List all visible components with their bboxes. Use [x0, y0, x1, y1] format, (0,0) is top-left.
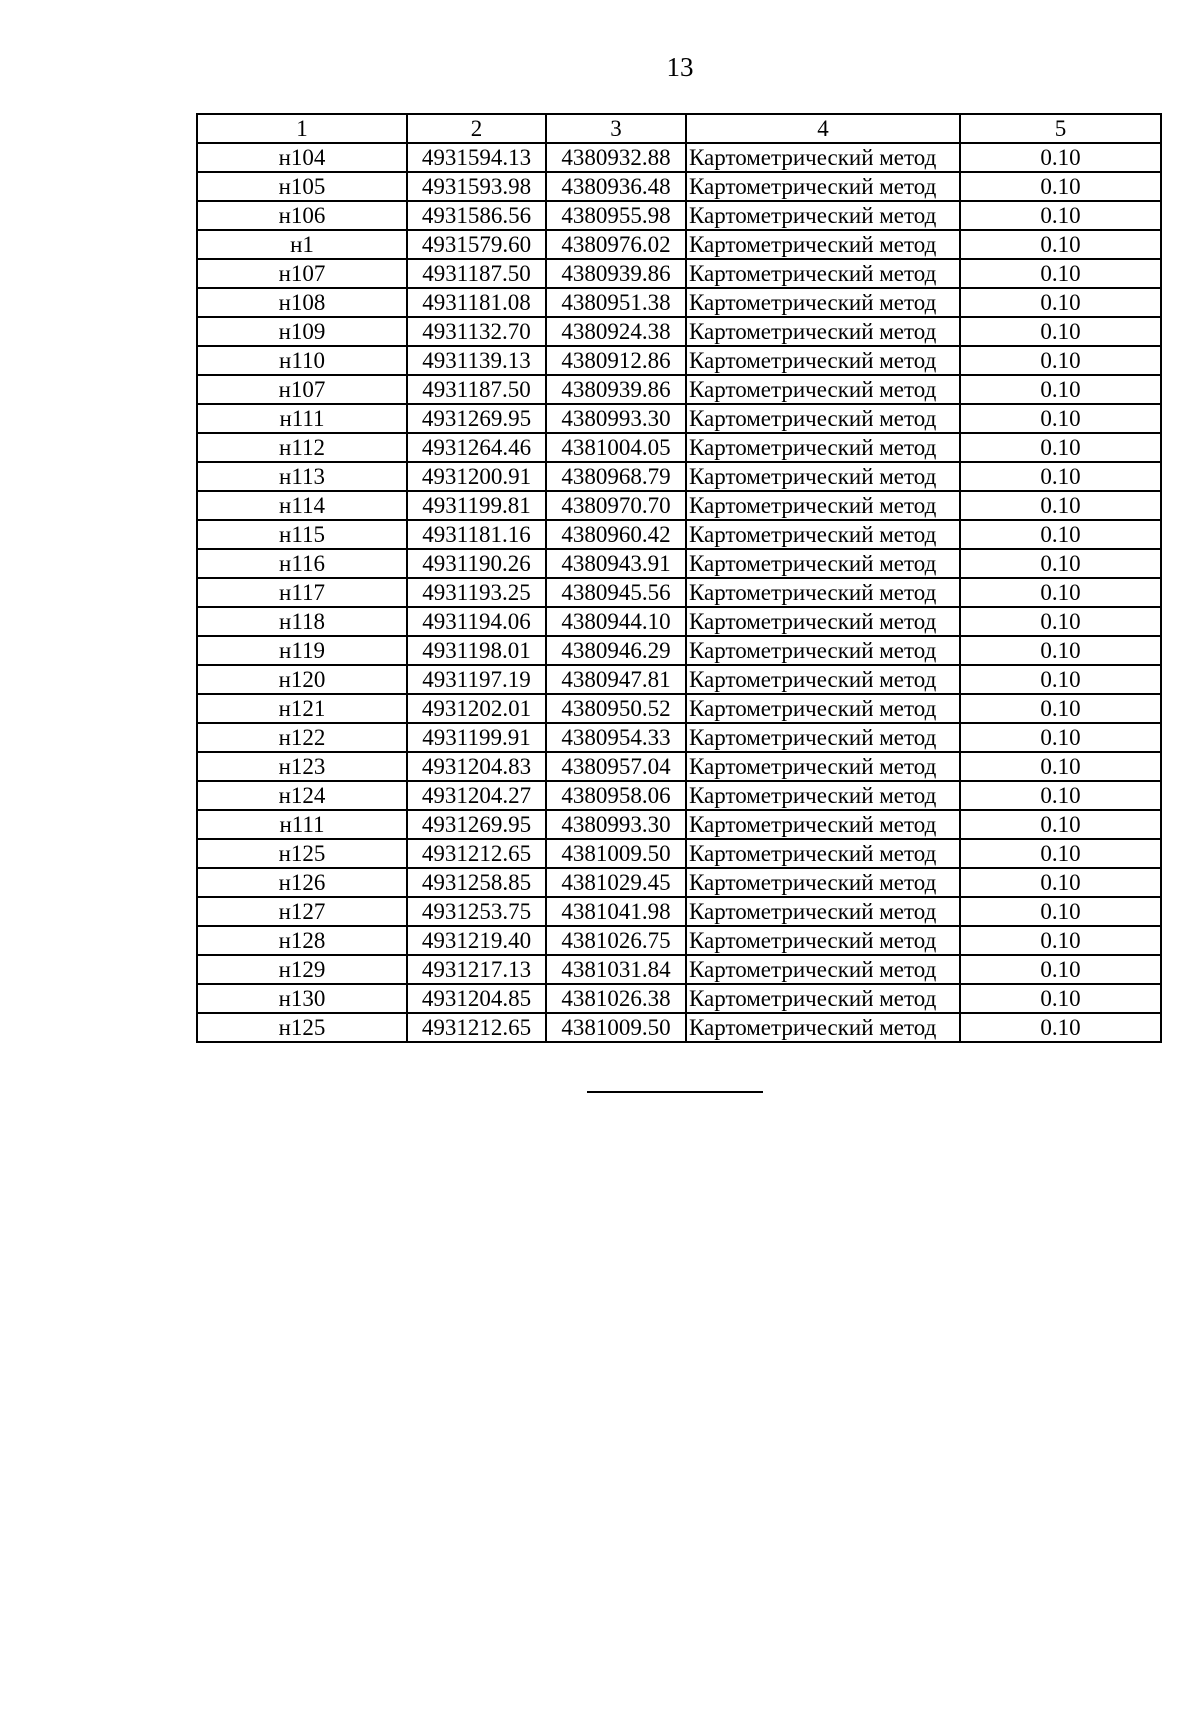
x-coordinate-cell: 4931204.85 — [407, 984, 546, 1013]
accuracy-cell: 0.10 — [960, 694, 1161, 723]
y-coordinate-cell: 4380946.29 — [546, 636, 686, 665]
table-row — [197, 868, 1161, 897]
y-coordinate-cell: 4381009.50 — [546, 1013, 686, 1042]
x-coordinate-cell: 4931193.25 — [407, 578, 546, 607]
table-row — [197, 607, 1161, 636]
table-row — [197, 172, 1161, 201]
table-row — [197, 346, 1161, 375]
y-coordinate-cell: 4380993.30 — [546, 810, 686, 839]
point-name-cell: н114 — [197, 491, 407, 520]
table-row — [197, 404, 1161, 433]
x-coordinate-cell: 4931204.27 — [407, 781, 546, 810]
method-cell: Картометрический метод — [686, 752, 960, 781]
y-coordinate-cell: 4380951.38 — [546, 288, 686, 317]
accuracy-cell: 0.10 — [960, 375, 1161, 404]
y-coordinate-cell: 4380954.33 — [546, 723, 686, 752]
x-coordinate-cell: 4931264.46 — [407, 433, 546, 462]
method-cell: Картометрический метод — [686, 375, 960, 404]
table-row — [197, 694, 1161, 723]
end-rule — [587, 1091, 763, 1093]
table-row — [197, 1013, 1161, 1042]
method-cell: Картометрический метод — [686, 462, 960, 491]
coordinates-table — [196, 113, 1162, 1043]
y-coordinate-cell: 4381026.75 — [546, 926, 686, 955]
y-coordinate-cell: 4380943.91 — [546, 549, 686, 578]
point-name-cell: н116 — [197, 549, 407, 578]
column-header-3: 3 — [546, 114, 686, 143]
y-coordinate-cell: 4380936.48 — [546, 172, 686, 201]
y-coordinate-cell: 4380957.04 — [546, 752, 686, 781]
x-coordinate-cell: 4931204.83 — [407, 752, 546, 781]
x-coordinate-cell: 4931199.91 — [407, 723, 546, 752]
accuracy-cell: 0.10 — [960, 433, 1161, 462]
method-cell: Картометрический метод — [686, 433, 960, 462]
table-body — [197, 143, 1161, 1042]
table-row — [197, 143, 1161, 172]
y-coordinate-cell: 4380932.88 — [546, 143, 686, 172]
method-cell: Картометрический метод — [686, 346, 960, 375]
accuracy-cell: 0.10 — [960, 810, 1161, 839]
table-row — [197, 723, 1161, 752]
point-name-cell: н112 — [197, 433, 407, 462]
accuracy-cell: 0.10 — [960, 578, 1161, 607]
x-coordinate-cell: 4931594.13 — [407, 143, 546, 172]
accuracy-cell: 0.10 — [960, 462, 1161, 491]
x-coordinate-cell: 4931269.95 — [407, 810, 546, 839]
column-header-2: 2 — [407, 114, 546, 143]
accuracy-cell: 0.10 — [960, 230, 1161, 259]
table-row — [197, 491, 1161, 520]
accuracy-cell: 0.10 — [960, 288, 1161, 317]
coordinates-table-container — [196, 113, 1160, 1043]
method-cell: Картометрический метод — [686, 955, 960, 984]
x-coordinate-cell: 4931190.26 — [407, 549, 546, 578]
method-cell: Картометрический метод — [686, 491, 960, 520]
y-coordinate-cell: 4381026.38 — [546, 984, 686, 1013]
accuracy-cell: 0.10 — [960, 607, 1161, 636]
accuracy-cell: 0.10 — [960, 346, 1161, 375]
x-coordinate-cell: 4931217.13 — [407, 955, 546, 984]
page-number: 13 — [666, 52, 694, 82]
method-cell: Картометрический метод — [686, 288, 960, 317]
point-name-cell: н129 — [197, 955, 407, 984]
point-name-cell: н106 — [197, 201, 407, 230]
point-name-cell: н111 — [197, 810, 407, 839]
method-cell: Картометрический метод — [686, 578, 960, 607]
point-name-cell: н128 — [197, 926, 407, 955]
header-row — [197, 114, 1161, 143]
x-coordinate-cell: 4931212.65 — [407, 1013, 546, 1042]
method-cell: Картометрический метод — [686, 317, 960, 346]
y-coordinate-cell: 4381041.98 — [546, 897, 686, 926]
accuracy-cell: 0.10 — [960, 520, 1161, 549]
x-coordinate-cell: 4931212.65 — [407, 839, 546, 868]
x-coordinate-cell: 4931199.81 — [407, 491, 546, 520]
table-row — [197, 578, 1161, 607]
method-cell: Картометрический метод — [686, 230, 960, 259]
table-row — [197, 433, 1161, 462]
x-coordinate-cell: 4931219.40 — [407, 926, 546, 955]
x-coordinate-cell: 4931198.01 — [407, 636, 546, 665]
x-coordinate-cell: 4931187.50 — [407, 375, 546, 404]
table-row — [197, 636, 1161, 665]
y-coordinate-cell: 4380958.06 — [546, 781, 686, 810]
accuracy-cell: 0.10 — [960, 752, 1161, 781]
table-row — [197, 549, 1161, 578]
x-coordinate-cell: 4931593.98 — [407, 172, 546, 201]
point-name-cell: н111 — [197, 404, 407, 433]
x-coordinate-cell: 4931200.91 — [407, 462, 546, 491]
column-header-4: 4 — [686, 114, 960, 143]
method-cell: Картометрический метод — [686, 143, 960, 172]
x-coordinate-cell: 4931139.13 — [407, 346, 546, 375]
point-name-cell: н124 — [197, 781, 407, 810]
table-row — [197, 520, 1161, 549]
point-name-cell: н121 — [197, 694, 407, 723]
accuracy-cell: 0.10 — [960, 984, 1161, 1013]
y-coordinate-cell: 4381004.05 — [546, 433, 686, 462]
point-name-cell: н1 — [197, 230, 407, 259]
point-name-cell: н113 — [197, 462, 407, 491]
table-row — [197, 926, 1161, 955]
point-name-cell: н115 — [197, 520, 407, 549]
table-row — [197, 201, 1161, 230]
column-header-5: 5 — [960, 114, 1161, 143]
x-coordinate-cell: 4931187.50 — [407, 259, 546, 288]
accuracy-cell: 0.10 — [960, 868, 1161, 897]
accuracy-cell: 0.10 — [960, 172, 1161, 201]
accuracy-cell: 0.10 — [960, 897, 1161, 926]
y-coordinate-cell: 4380945.56 — [546, 578, 686, 607]
accuracy-cell: 0.10 — [960, 955, 1161, 984]
method-cell: Картометрический метод — [686, 665, 960, 694]
method-cell: Картометрический метод — [686, 839, 960, 868]
point-name-cell: н127 — [197, 897, 407, 926]
y-coordinate-cell: 4380955.98 — [546, 201, 686, 230]
table-row — [197, 259, 1161, 288]
method-cell: Картометрический метод — [686, 1013, 960, 1042]
table-row — [197, 810, 1161, 839]
accuracy-cell: 0.10 — [960, 781, 1161, 810]
y-coordinate-cell: 4380939.86 — [546, 259, 686, 288]
accuracy-cell: 0.10 — [960, 636, 1161, 665]
table-header — [197, 114, 1161, 143]
method-cell: Картометрический метод — [686, 694, 960, 723]
point-name-cell: н130 — [197, 984, 407, 1013]
point-name-cell: н119 — [197, 636, 407, 665]
y-coordinate-cell: 4381029.45 — [546, 868, 686, 897]
accuracy-cell: 0.10 — [960, 201, 1161, 230]
method-cell: Картометрический метод — [686, 201, 960, 230]
y-coordinate-cell: 4380976.02 — [546, 230, 686, 259]
method-cell: Картометрический метод — [686, 926, 960, 955]
accuracy-cell: 0.10 — [960, 317, 1161, 346]
point-name-cell: н125 — [197, 1013, 407, 1042]
x-coordinate-cell: 4931269.95 — [407, 404, 546, 433]
x-coordinate-cell: 4931181.08 — [407, 288, 546, 317]
point-name-cell: н122 — [197, 723, 407, 752]
point-name-cell: н120 — [197, 665, 407, 694]
table-row — [197, 462, 1161, 491]
table-row — [197, 839, 1161, 868]
point-name-cell: н110 — [197, 346, 407, 375]
accuracy-cell: 0.10 — [960, 839, 1161, 868]
y-coordinate-cell: 4380960.42 — [546, 520, 686, 549]
y-coordinate-cell: 4380950.52 — [546, 694, 686, 723]
method-cell: Картометрический метод — [686, 781, 960, 810]
x-coordinate-cell: 4931132.70 — [407, 317, 546, 346]
method-cell: Картометрический метод — [686, 607, 960, 636]
table-row — [197, 984, 1161, 1013]
accuracy-cell: 0.10 — [960, 143, 1161, 172]
x-coordinate-cell: 4931181.16 — [407, 520, 546, 549]
y-coordinate-cell: 4380912.86 — [546, 346, 686, 375]
accuracy-cell: 0.10 — [960, 549, 1161, 578]
table-row — [197, 375, 1161, 404]
x-coordinate-cell: 4931197.19 — [407, 665, 546, 694]
point-name-cell: н109 — [197, 317, 407, 346]
column-header-1: 1 — [197, 114, 407, 143]
accuracy-cell: 0.10 — [960, 491, 1161, 520]
x-coordinate-cell: 4931586.56 — [407, 201, 546, 230]
y-coordinate-cell: 4380968.79 — [546, 462, 686, 491]
method-cell: Картометрический метод — [686, 984, 960, 1013]
method-cell: Картометрический метод — [686, 172, 960, 201]
x-coordinate-cell: 4931253.75 — [407, 897, 546, 926]
point-name-cell: н107 — [197, 259, 407, 288]
y-coordinate-cell: 4381031.84 — [546, 955, 686, 984]
method-cell: Картометрический метод — [686, 810, 960, 839]
point-name-cell: н118 — [197, 607, 407, 636]
point-name-cell: н107 — [197, 375, 407, 404]
point-name-cell: н126 — [197, 868, 407, 897]
point-name-cell: н104 — [197, 143, 407, 172]
accuracy-cell: 0.10 — [960, 926, 1161, 955]
accuracy-cell: 0.10 — [960, 665, 1161, 694]
table-row — [197, 897, 1161, 926]
table-row — [197, 955, 1161, 984]
accuracy-cell: 0.10 — [960, 259, 1161, 288]
x-coordinate-cell: 4931258.85 — [407, 868, 546, 897]
table-row — [197, 665, 1161, 694]
method-cell: Картометрический метод — [686, 520, 960, 549]
point-name-cell: н108 — [197, 288, 407, 317]
x-coordinate-cell: 4931194.06 — [407, 607, 546, 636]
x-coordinate-cell: 4931202.01 — [407, 694, 546, 723]
method-cell: Картометрический метод — [686, 723, 960, 752]
point-name-cell: н123 — [197, 752, 407, 781]
method-cell: Картометрический метод — [686, 897, 960, 926]
method-cell: Картометрический метод — [686, 259, 960, 288]
y-coordinate-cell: 4381009.50 — [546, 839, 686, 868]
accuracy-cell: 0.10 — [960, 404, 1161, 433]
accuracy-cell: 0.10 — [960, 723, 1161, 752]
method-cell: Картометрический метод — [686, 868, 960, 897]
y-coordinate-cell: 4380924.38 — [546, 317, 686, 346]
y-coordinate-cell: 4380944.10 — [546, 607, 686, 636]
point-name-cell: н105 — [197, 172, 407, 201]
y-coordinate-cell: 4380993.30 — [546, 404, 686, 433]
table-row — [197, 288, 1161, 317]
method-cell: Картометрический метод — [686, 404, 960, 433]
table-row — [197, 781, 1161, 810]
table-row — [197, 317, 1161, 346]
table-row — [197, 230, 1161, 259]
y-coordinate-cell: 4380970.70 — [546, 491, 686, 520]
method-cell: Картометрический метод — [686, 549, 960, 578]
table-row — [197, 752, 1161, 781]
accuracy-cell: 0.10 — [960, 1013, 1161, 1042]
x-coordinate-cell: 4931579.60 — [407, 230, 546, 259]
method-cell: Картометрический метод — [686, 636, 960, 665]
y-coordinate-cell: 4380947.81 — [546, 665, 686, 694]
point-name-cell: н125 — [197, 839, 407, 868]
point-name-cell: н117 — [197, 578, 407, 607]
y-coordinate-cell: 4380939.86 — [546, 375, 686, 404]
